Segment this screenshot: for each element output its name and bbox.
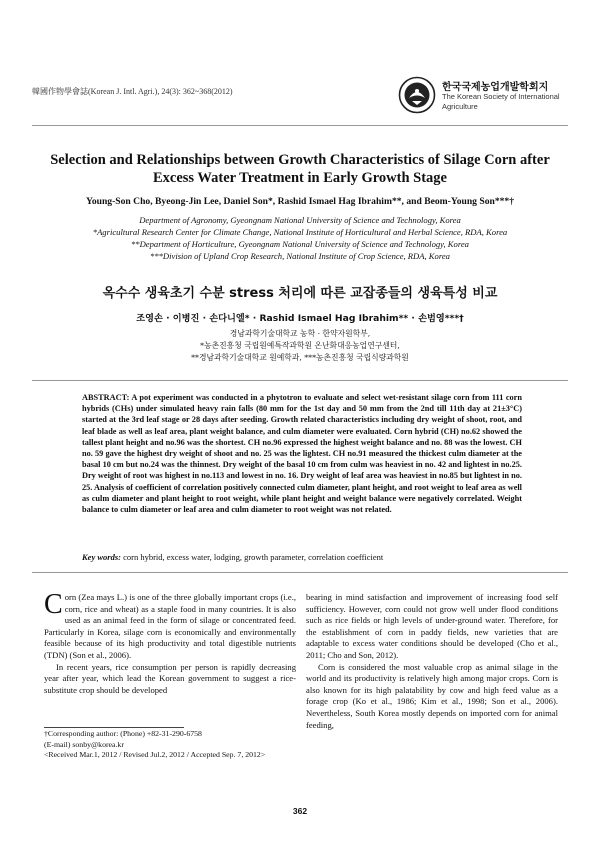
korean-affiliation-list [40, 328, 560, 365]
korean-affiliation: **경남과학기술대학교 원예학과, ***농촌진흥청 국립식량과학원 [191, 353, 409, 363]
abstract-top-rule [32, 380, 568, 381]
body-paragraph: bearing in mind satisfaction and improvement of increasing food self sufficiency. However, corn could not grow well under flood conditions such as rice fields or high levels of under-ground water. Therefore, for the establishment of corn in paddy fields, new varieties that are adaptable to excess water conditions should be developed (Cho et al., 2011; Cho and Son, 2012). [306, 592, 558, 660]
society-name-english-line2: Agriculture [442, 102, 478, 111]
footnote-rule [44, 727, 184, 728]
drop-cap: C [44, 589, 63, 620]
abstract-text: A pot experiment was conducted in a phytotron to evaluate and select wet-resistant silage corn from 111 corn hybrids (CHs) under simulated heavy rain falls (80 mm for the 1st day and 50 mm from the 2nd till 11th day at 21±3°C) started at the 3rd leaf stage or 28 days after seeding. Growth related characteristics including dry weight of shoot, root, and leaf blade as well as leaf area, plant weight balance, and culm diameter were evaluated. Corn hybrid (CH) no.62 showed the tallest plant height and no.96 was the shortest. CH no.96 expressed the highest weight balance and no. 88 was the lowest. CH no. 59 gave the highest dry weight of shoot and no. 25 was the lightest. CH no.91 measured the thickest culm diameter at the basal 10 cm but no.24 was the thinnest. Dry weight of the basal 10 cm from culm was heaviest in no. 42 and lightest in no.25. Dry weight of root was highest in no.113 and lowest in no. 16. Dry weight of leaf area was heaviest in no.85 but lightest in no. 25. Analysis of coefficient of correlation positively connected culm diameter, plant height, and root weight to leaf area as well as culm diameter and plant height to root weight, while plant height and weight balance were negatively correlated. Weight balance to culm diameter or leaf area and culm diameter to root weight was not related. [82, 393, 522, 515]
affiliation: **Department of Horticulture, Gyeongnam National University of Science and Technology, Korea [131, 239, 469, 249]
paper-title-line1: Selection and Relationships between Growth Characteristics of Silage Corn after [50, 152, 550, 168]
footnotes [44, 729, 304, 761]
korean-affiliation: *농촌진흥청 국립원예특작과학원 온난화대응농업연구센터, [200, 341, 400, 351]
society-emblem-icon [398, 76, 436, 114]
body-paragraph [44, 589, 296, 662]
body-paragraph: Corn is considered the most valuable crop as animal silage in the world and its productivity is relatively high among major crops. Corn is also known for its high palatability by cow and high feed value as a forage crop (Ko et al., 1986; Kim et al., 1998; Son et al., 2006). Nevertheless, South Korea mostly depends on imported corn for animal feeding, [306, 661, 558, 730]
page-number: 362 [292, 806, 308, 816]
society-logo [398, 76, 568, 116]
footnote-received: <Received Mar.1, 2012 / Revised Jul.2, 2012 / Accepted Sep. 7, 2012> [44, 750, 266, 760]
society-name-korean: 한국국제농업개발학회지 [442, 82, 549, 93]
korean-title: 옥수수 생육초기 수분 stress 처리에 따른 교잡종들의 생육특성 비교 [102, 286, 498, 301]
abstract-bottom-rule [32, 572, 568, 573]
affiliation: ***Division of Upland Crop Research, National Institute of Crop Science, RDA, Korea [150, 251, 450, 261]
affiliation-list [30, 214, 570, 262]
header-rule [32, 125, 568, 126]
abstract-label: ABSTRACT: [82, 393, 130, 402]
keywords [82, 552, 522, 562]
paper-title-line2: Excess Water Treatment in Early Growth Stage [152, 170, 447, 186]
affiliation: Department of Agronomy, Gyeongnam National University of Science and Technology, Korea [139, 215, 461, 225]
affiliation: *Agricultural Research Center for Climate Change, National Institute of Horticultural and Herbal Science, RDA, Korea [92, 227, 508, 237]
abstract [82, 392, 522, 515]
korean-affiliation: 경남과학기술대학교 농학 · 한약자원학부, [229, 329, 371, 338]
society-name-english-line1: The Korean Society of International [442, 92, 560, 101]
body-paragraph-text: orn (Zea mays L.) is one of the three globally important crops (i.e., corn, rice and wheat) as a staple food in many countries. It is also used as an animal feed in the form of silage or concentrated feed. Particularly in Korea, silage corn is economically and environmentally feasible because of its high productivity and total digestible nutrients (TDN) (Son et al., 2006). [44, 592, 296, 660]
keywords-label: Key words: [82, 552, 121, 562]
paper-title [40, 151, 560, 187]
body-column-left [44, 589, 296, 696]
keywords-text: corn hybrid, excess water, lodging, growth parameter, correlation coefficient [123, 552, 384, 562]
journal-citation: 韓國作物學會誌(Korean J. Intl. Agri.), 24(3): 362~368(2012) [32, 87, 233, 96]
body-column-right [306, 592, 558, 731]
author-list: Young-Son Cho, Byeong-Jin Lee, Daniel Son*, Rashid Ismael Hag Ibrahim**, and Beom-Young Son***† [85, 196, 515, 207]
footnote-email: (E-mail) sonby@korea.kr [44, 739, 124, 749]
footnote-corresponding: †Corresponding author: (Phone) +82-31-290-6758 [44, 729, 202, 738]
body-paragraph: In recent years, rice consumption per person is rapidly decreasing year after year, which lead the Korean government to suggest a rice-substitute crop should be developed [44, 661, 296, 695]
korean-author-list: 조영손 · 이병진 · 손다니엘* · Rashid Ismael Hag Ibrahim** · 손범영***† [136, 313, 464, 324]
